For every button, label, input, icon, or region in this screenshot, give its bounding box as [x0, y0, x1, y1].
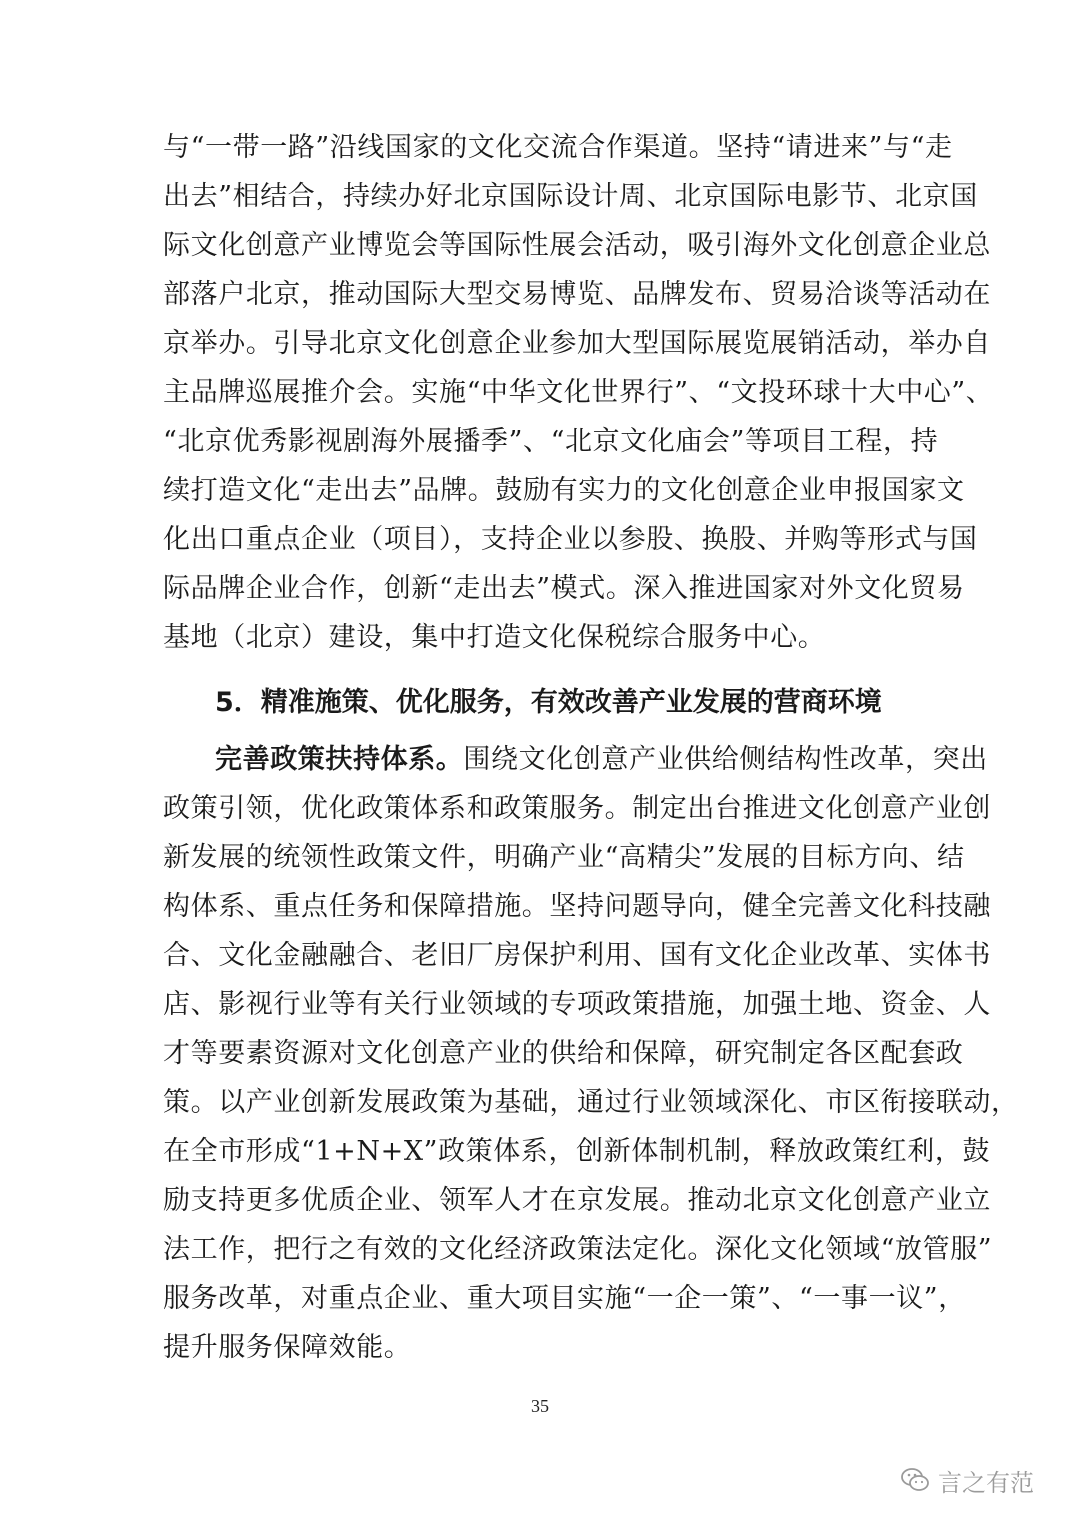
text-line: 法工作，把行之有效的文化经济政策法定化。深化文化领域“放管服” — [163, 1234, 993, 1265]
section-heading: 5．精准施策、优化服务，有效改善产业发展的营商环境 — [215, 687, 882, 718]
text-line: 在全市形成“1+N+X”政策体系，创新体制机制，释放政策红利，鼓 — [163, 1136, 991, 1167]
wechat-icon — [900, 1466, 930, 1494]
text-line: 合、文化金融融合、老旧厂房保护利用、国有文化企业改革、实体书 — [163, 940, 991, 971]
text-line: 励支持更多优质企业、领军人才在京发展。推动北京文化创意产业立 — [163, 1185, 991, 1216]
text-line: 服务改革，对重点企业、重大项目实施“一企一策”、“一事一议”， — [163, 1283, 966, 1314]
text-line: 新发展的统领性政策文件，明确产业“高精尖”发展的目标方向、结 — [163, 842, 965, 873]
text-line: 化出口重点企业（项目），支持企业以参股、换股、并购等形式与国 — [163, 524, 978, 555]
text-line — [215, 740, 988, 780]
page-number: 35 — [531, 1396, 549, 1416]
text-line: 才等要素资源对文化创意产业的供给和保障，研究制定各区配套政 — [163, 1038, 964, 1069]
watermark — [900, 1460, 1034, 1500]
text-line: 提升服务保障效能。 — [163, 1332, 412, 1363]
text-line: 际品牌企业合作，创新“走出去”模式。深入推进国家对外文化贸易 — [163, 573, 965, 604]
watermark-text: 言之有范 — [938, 1468, 1034, 1497]
text-line: 构体系、重点任务和保障措施。坚持问题导向，健全完善文化科技融 — [163, 891, 991, 922]
text-line: 出去”相结合，持续办好北京国际设计周、北京国际电影节、北京国 — [163, 181, 978, 212]
text-line: 主品牌巡展推介会。实施“中华文化世界行”、“文投环球十大中心”、 — [163, 377, 994, 408]
text-line: 店、影视行业等有关行业领域的专项政策措施，加强土地、资金、人 — [163, 989, 991, 1020]
text-line: 基地（北京）建设，集中打造文化保税综合服务中心。 — [163, 622, 826, 653]
text-line: 际文化创意产业博览会等国际性展会活动，吸引海外文化创意企业总 — [163, 230, 991, 261]
text-line: “北京优秀影视剧海外展播季”、“北京文化庙会”等项目工程，持 — [163, 426, 939, 457]
text-line: 策。以产业创新发展政策为基础，通过行业领域深化、市区衔接联动， — [163, 1087, 1019, 1118]
paragraph-text: 围绕文化创意产业供给侧结构性改革，突出 — [463, 744, 988, 775]
paragraph-lead: 完善政策扶持体系。 — [215, 744, 464, 775]
text-line: 与“一带一路”沿线国家的文化交流合作渠道。坚持“请进来”与“走 — [163, 132, 953, 163]
text-line: 京举办。引导北京文化创意企业参加大型国际展览展销活动，举办自 — [163, 328, 991, 359]
text-line: 政策引领，优化政策体系和政策服务。制定出台推进文化创意产业创 — [163, 793, 991, 824]
text-line: 部落户北京，推动国际大型交易博览、品牌发布、贸易洽谈等活动在 — [163, 279, 991, 310]
text-line: 续打造文化“走出去”品牌。鼓励有实力的文化创意企业申报国家文 — [163, 475, 965, 506]
